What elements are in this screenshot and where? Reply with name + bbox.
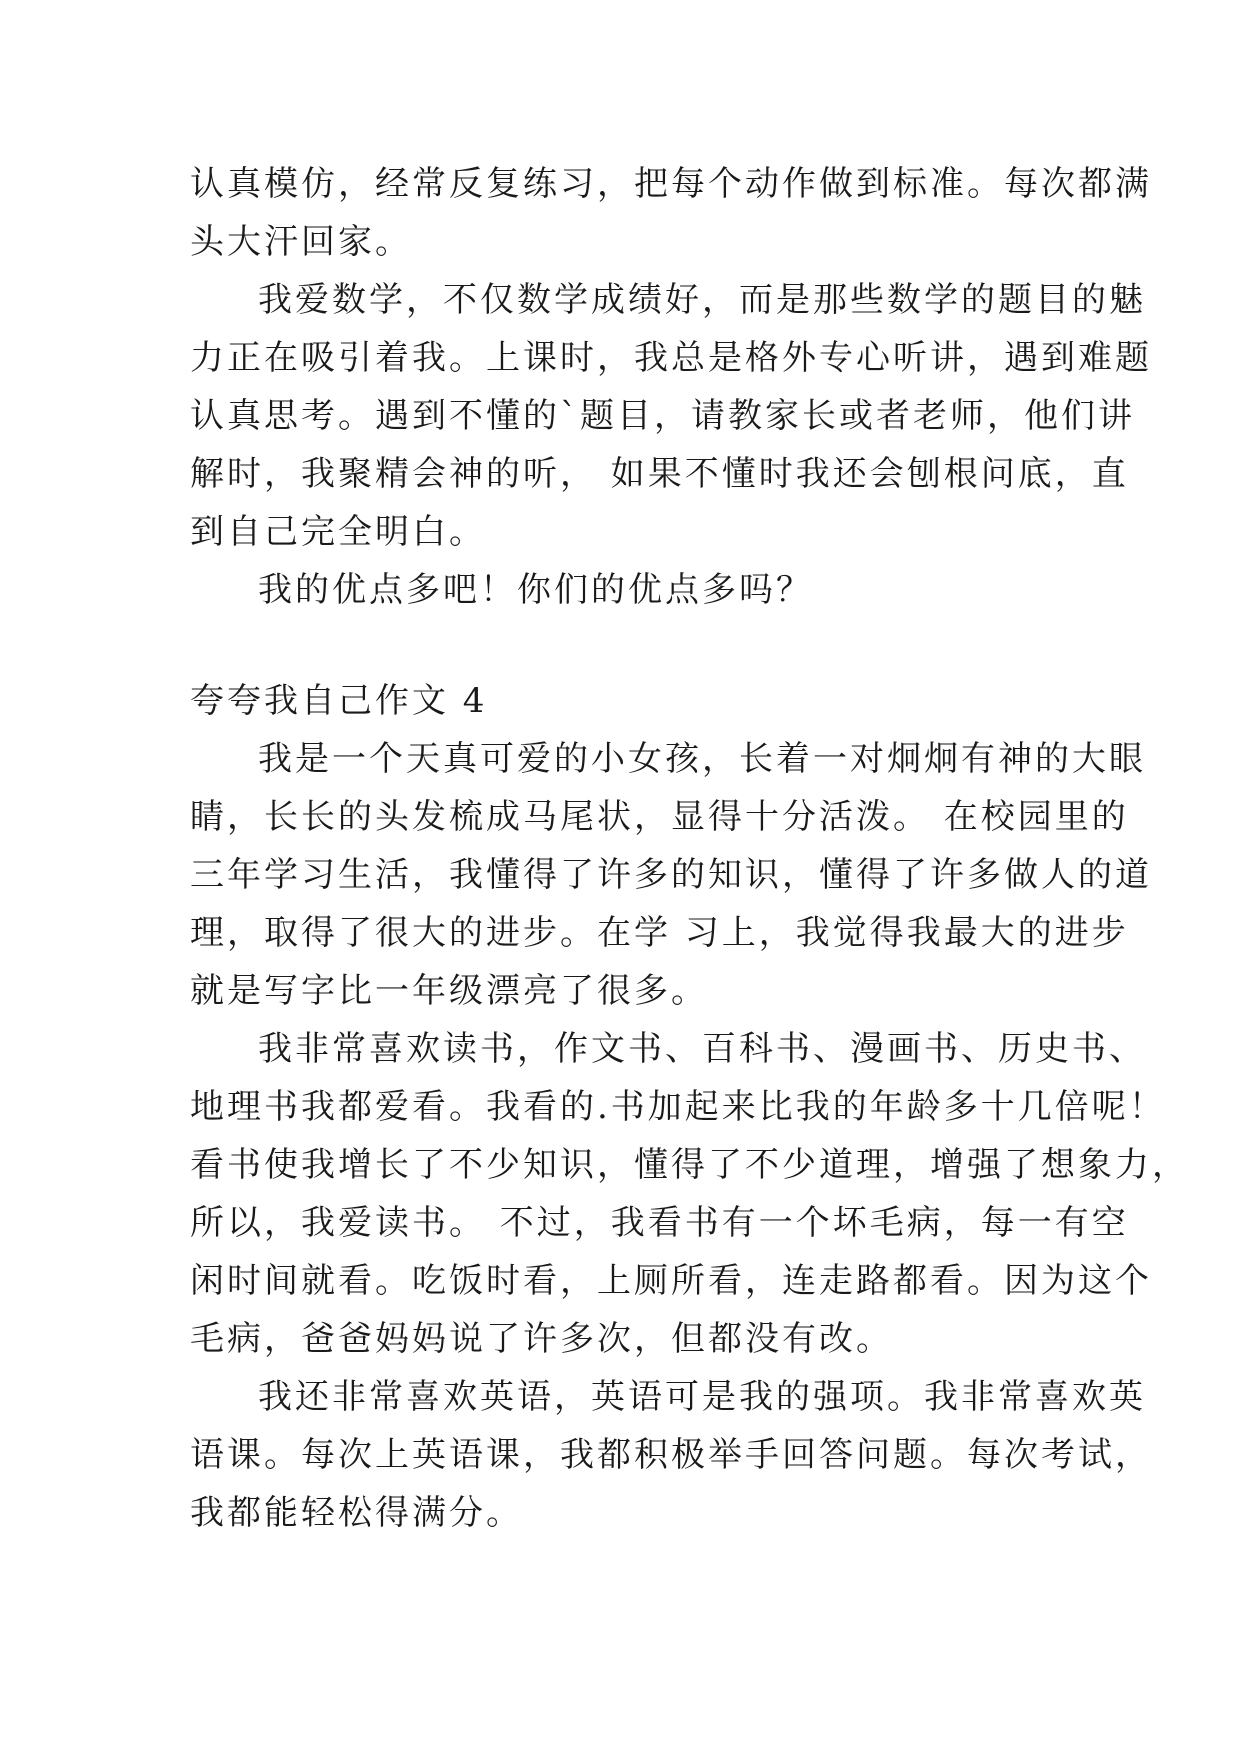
text-line: 我都能轻松得满分。 [190, 1493, 523, 1533]
text-line: 我非常喜欢读书，作文书、百科书、漫画书、历史书、 [258, 1029, 1146, 1069]
paragraph [190, 271, 1152, 561]
text-line: 就是写字比一年级漂亮了很多。 [190, 971, 708, 1011]
text-line: 我爱数学，不仅数学成绩好，而是那些数学的题目的魅 [258, 280, 1146, 320]
text-line: 所以，我爱读书。 不过，我看书有一个坏毛病，每一有空 [190, 1203, 1129, 1243]
text-line: 我还非常喜欢英语，英语可是我的强项。我非常喜欢英 [258, 1377, 1146, 1417]
text-line: 认真模仿，经常反复练习，把每个动作做到标准。每次都满 [190, 164, 1152, 204]
text-line: 我的优点多吧！你们的优点多吗？ [258, 570, 813, 610]
essay-title: 夸夸我自己作文 4 [190, 681, 488, 721]
text-line: 语课。每次上英语课，我都积极举手回答问题。每次考试， [190, 1435, 1152, 1475]
text-line: 三年学习生活，我懂得了许多的知识，懂得了许多做人的道 [190, 855, 1152, 895]
text-line: 认真思考。遇到不懂的`题目，请教家长或者老师，他们讲 [190, 396, 1135, 436]
text-line: 头大汗回家。 [190, 222, 412, 262]
text-line: 毛病，爸爸妈妈说了许多次，但都没有改。 [190, 1319, 893, 1359]
text-line: 闲时间就看。吃饭时看，上厕所看，连走路都看。因为这个 [190, 1261, 1152, 1301]
text-line: 解时，我聚精会神的听， 如果不懂时我还会刨根问底，直 [190, 454, 1129, 494]
text-line: 理，取得了很大的进步。在学 习上，我觉得我最大的进步 [190, 913, 1129, 953]
text-line: 我是一个天真可爱的小女孩，长着一对炯炯有神的大眼 [258, 739, 1146, 779]
text-line: 到自己完全明白。 [190, 512, 486, 552]
essay-section-continued [190, 155, 1152, 619]
text-line: 看书使我增长了不少知识，懂得了不少道理，增强了想象力， [190, 1145, 1189, 1185]
text-line: 地理书我都爱看。我看的.书加起来比我的年龄多十几倍呢！ [190, 1087, 1166, 1127]
paragraph [190, 561, 1060, 619]
paragraph [190, 1020, 1189, 1368]
essay-section-4 [190, 672, 1189, 1542]
paragraph [190, 155, 1152, 271]
paragraph [190, 1368, 1152, 1542]
paragraph [190, 730, 1152, 1020]
text-line: 力正在吸引着我。上课时，我总是格外专心听讲，遇到难题 [190, 338, 1152, 378]
text-line: 睛，长长的头发梳成马尾状，显得十分活泼。 在校园里的 [190, 797, 1129, 837]
